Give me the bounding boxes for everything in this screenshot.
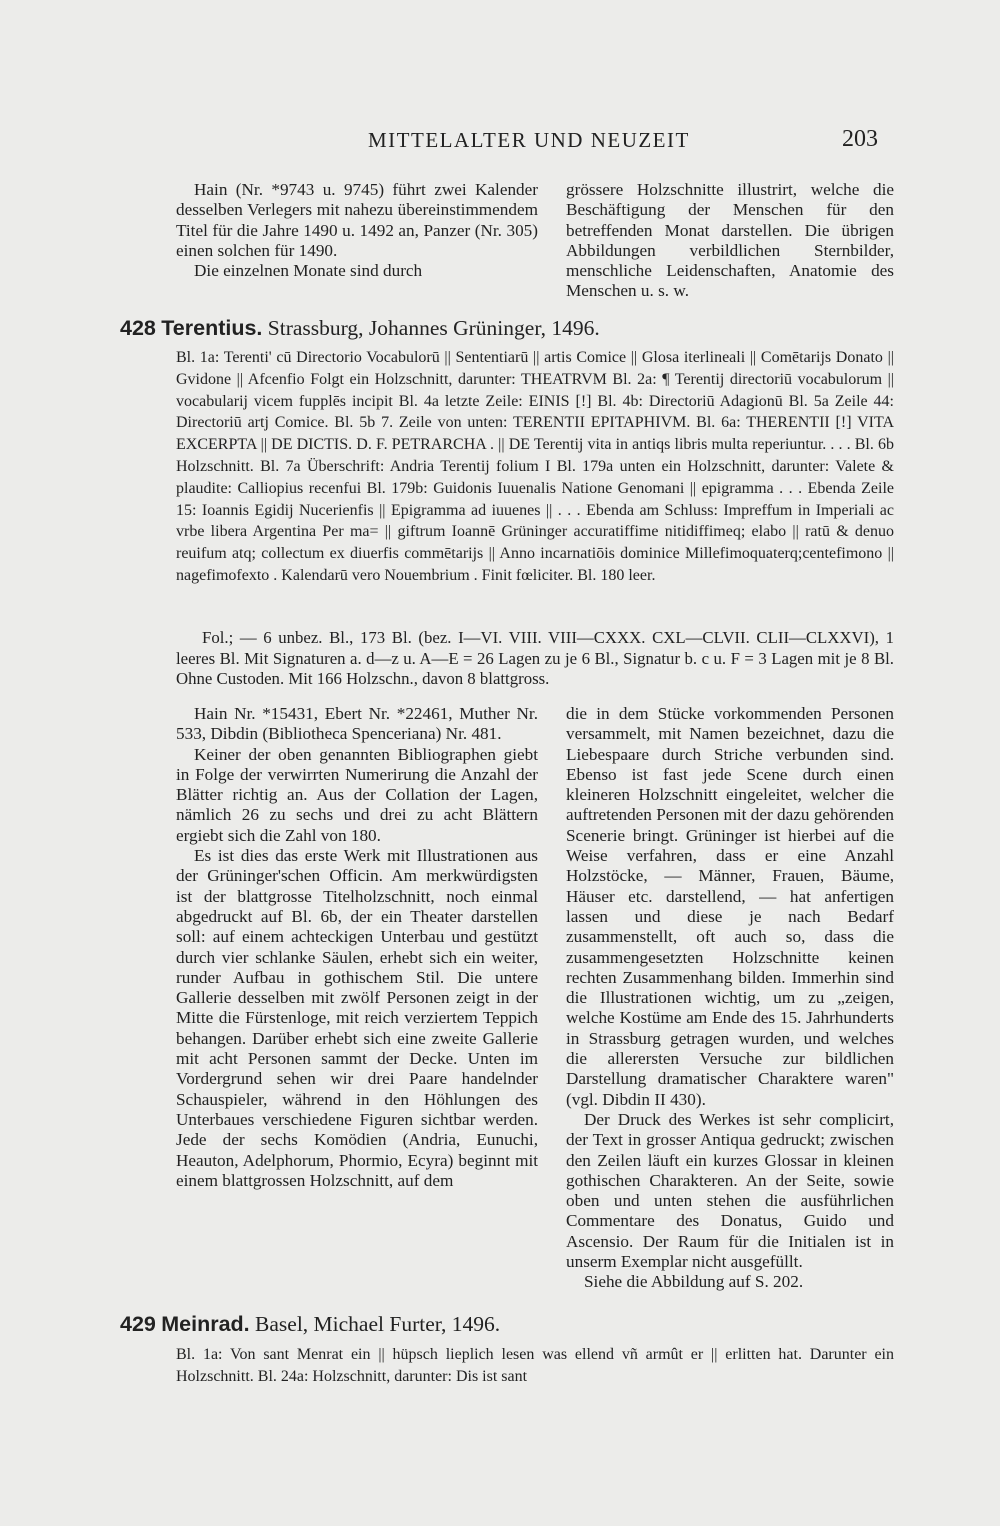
entry-author: Terentius. xyxy=(161,316,263,340)
collation-text: Bl. 1a: Terenti' cū Directorio Vocabulorū || Sententiarū || artis Comice || Glosa iterlineali || Comētarijs Donato || Gvidone || Afcenfio Folgt ein Holzschnitt, darunter: THEATRVM Bl. 2a: ¶ Terentij directoriū vocabulorum || vocabularij vicem fupplēs incipit Bl. 4a letzte Zeile: EINIS [!] Bl. 4b: Directoriū Adagionū Bl. 5a Zeile 44: Directoriū artj Comice. Bl. 5b 7. Zeile von unten: TERENTII EPITAPHIVM. Bl. 6a: THERENTII [!] VITA EXCERPTA || DE DICTIS. D. F. PETRARCHA . || DE Terentij vita in antiqs libris multa reperiuntur. . . . Bl. 6b Holzschnitt. Bl. 7a Überschrift: Andria Terentij folium I Bl. 179a unten ein Holzschnitt, darunter: Valete & plaudite: Calliopius recenfui Bl. 179b: Guidonis Iuuenalis Natione Genomani || epigramma . . . Ebenda Zeile 15: Ioannis Egidij Nucerienfis || Epigramma ad iuuenes || . . . Ebenda am Schluss: Impreffum in Imperiali ac vrbe libera Argentina Per ma= || giftrum Ioannē Grüninger accuratiffime nitidiffimeq; elabo || ratū & denuo reuifum atq; collectum ex diuerfis commētarijs || Anno incarnatiōis dominice Millefimoquaterq;centefimono || nagefimofexto . Kalendarū vero Nouembrium . Finit fœliciter. Bl. 180 leer. xyxy=(176,349,894,584)
paragraph: Siehe die Abbildung auf S. 202. xyxy=(584,1272,804,1292)
paragraph: Keiner der oben genannten Bibliographen giebt in Folge der verwirrten Numerirung die Anzahl der Blätter richtig an. Aus der Collation der Lagen, nämlich 26 zu sechs und drei zu acht Blättern ergiebt sich die Zahl von 180. xyxy=(176,744,538,845)
entry-imprint: Strassburg, Johannes Grüninger, 1496. xyxy=(267,316,600,340)
paragraph: Die einzelnen Monate sind durch xyxy=(194,261,423,281)
entry-428-right-column xyxy=(566,704,894,1293)
entry-428-heading xyxy=(120,316,600,341)
intro-left-column xyxy=(176,180,538,281)
entry-429-collation xyxy=(176,1344,894,1388)
intro-right-column xyxy=(566,180,894,302)
running-title: MITTELALTER UND NEUZEIT xyxy=(368,128,690,152)
paragraph: Hain (Nr. *9743 u. 9745) führt zwei Kalender desselben Verlegers mit nahezu übereinstimmendem Titel für die Jahre 1490 u. 1492 an, Panzer (Nr. 305) einen solchen für 1490. xyxy=(176,180,538,260)
entry-author: Meinrad. xyxy=(161,1312,250,1336)
paragraph: die in dem Stücke vorkommenden Personen versammelt, mit Namen bezeichnet, dazu die Liebespaare durch Striche verbunden sind. Ebenso ist fast jede Scene durch einen kleineren Holzschnitt eingeleitet, welcher die auftretenden Personen mit der dazu gehörenden Scenerie bringt. Grüninger ist hierbei auf die Weise verfahren, dass er eine Anzahl Holzstöcke, — Männer, Frauen, Bäume, Häuser etc. darstellend, — hat anfertigen lassen und diese je nach Bedarf zusammenstellt, oft auch so, dass die zusammengesetzten Holzschnitte keinen rechten Zusammenhang bilden. Immerhin sind die Illustrationen wichtig, um zu „zeigen, welche Kostüme am Ende des 15. Jahrhunderts in Strassburg getragen wurden, und welches die allerersten Versuche zur bildlichen Darstellung dramatischer Charaktere waren" (vgl. Dibdin II 430). xyxy=(566,704,894,1109)
entry-429-heading xyxy=(120,1312,500,1337)
entry-number: 429 xyxy=(120,1312,156,1336)
paragraph: Es ist dies das erste Werk mit Illustrationen aus der Grüninger'schen Officin. Am merkwürdigsten ist der blattgrosse Titelholzschnitt, noch einmal abgedruckt auf Bl. 6b, der ein Theater darstellen soll: auf einem achteckigen Unterbau und gestützt durch vier schlanke Säulen, erhebt sich ein weiter, runder Aufbau in gothischem Stil. Die untere Gallerie desselben mit zwölf Personen zeigt in der Mitte die Fürstenloge, mit reich verziertem Teppich behangen. Darüber erhebt sich eine zweite Gallerie mit acht Personen sammt der Decke. Unten im Vordergrund sehen wir drei Paare handelnder Schauspieler, während in den Höhlungen des Unterbaues verschiedene Figuren sichtbar werden. Jede der sechs Komödien (Andria, Eunuchi, Heauton, Adelphorum, Phormio, Ecyra) beginnt mit einem blattgrossen Holzschnitt, auf dem xyxy=(176,846,538,1190)
paragraph: Hain Nr. *15431, Ebert Nr. *22461, Muther Nr. 533, Dibdin (Bibliotheca Spenceriana) Nr. 481. xyxy=(176,704,538,744)
page-number: 203 xyxy=(842,126,878,152)
entry-number: 428 xyxy=(120,316,156,340)
entry-428-left-column xyxy=(176,704,538,1191)
entry-imprint: Basel, Michael Furter, 1496. xyxy=(255,1312,501,1336)
page-header xyxy=(0,124,1000,160)
collation-text: Bl. 1a: Von sant Menrat ein || hüpsch lieplich lesen was ellend vñ armût er || erlitten hat. Darunter ein Holzschnitt. Bl. 24a: Holzschnitt, darunter: Dis ist sant xyxy=(176,1346,894,1385)
paragraph: grössere Holzschnitte illustrirt, welche die Beschäftigung der Menschen für den betreffenden Monat darstellen. Die übrigen Abbildungen verbildlichen Sternbilder, menschliche Leidenschaften, Anatomie des Menschen u. s. w. xyxy=(566,180,894,301)
paragraph: Der Druck des Werkes ist sehr complicirt, der Text in grosser Antiqua gedruckt; zwischen den Zeilen läuft ein kurzes Glossar in kleinen gothischen Charakteren. An der Seite, sowie oben und unten stehen die ausführlichen Commentare des Donatus, Guido und Ascensio. Der Raum für die Initialen ist in unserm Exemplar nicht ausgefüllt. xyxy=(566,1109,894,1272)
entry-428-format xyxy=(176,628,894,690)
entry-428-collation xyxy=(176,347,894,587)
format-text: Fol.; — 6 unbez. Bl., 173 Bl. (bez. I—VI. VIII. VIII—CXXX. CXL—CLVII. CLII—CLXXVI), 1 leeres Bl. Mit Signaturen a. d—z u. A—E = 26 Lagen zu je 6 Bl., Signatur b. c u. F = 3 Lagen mit je 8 Bl. Ohne Custoden. Mit 166 Holzschn., davon 8 blattgross. xyxy=(176,628,894,688)
